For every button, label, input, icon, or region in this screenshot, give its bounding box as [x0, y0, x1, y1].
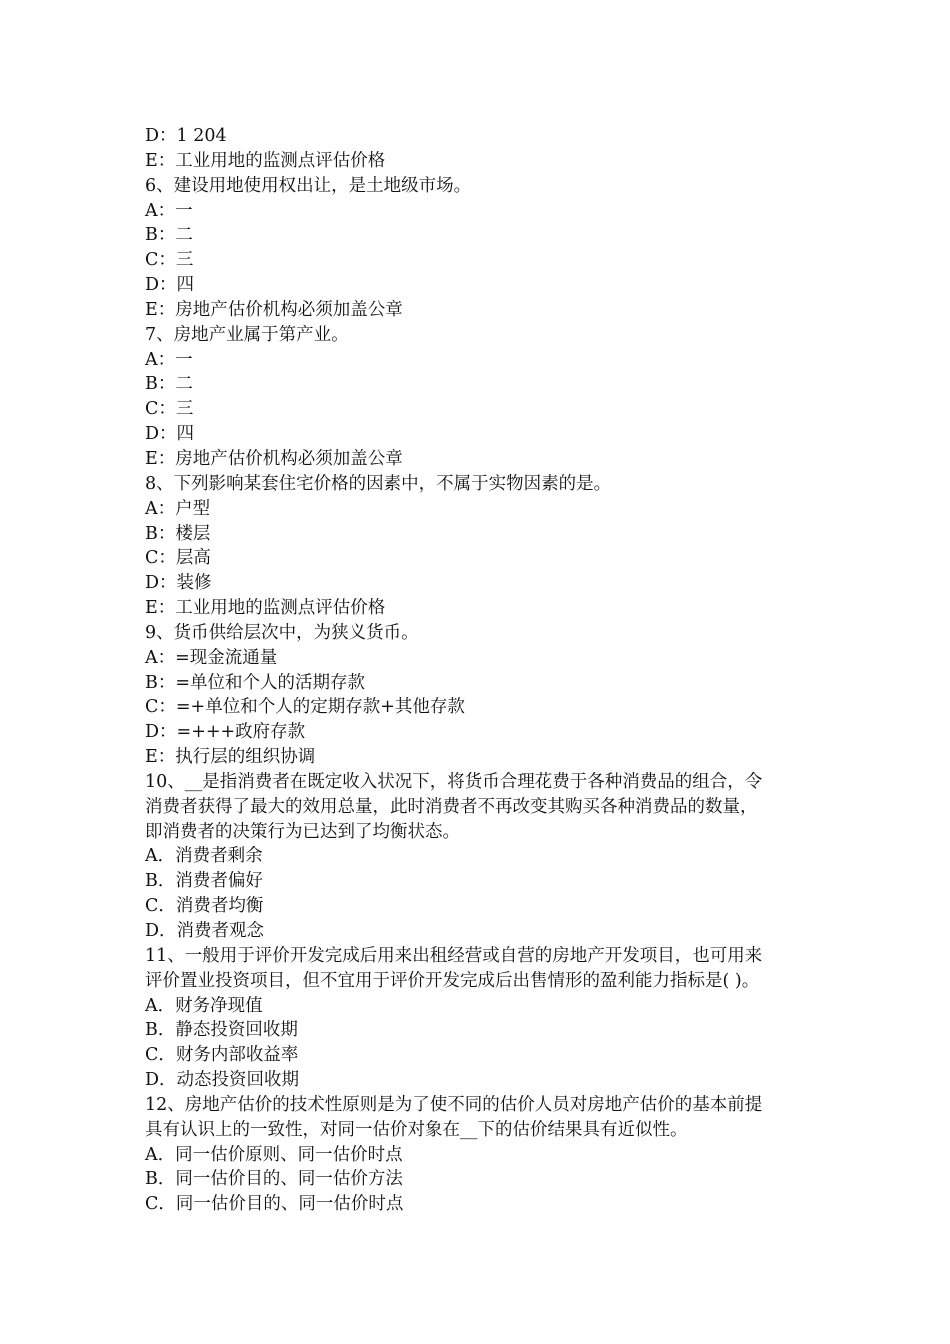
option-c-q12: C．同一估价目的、同一估价时点 — [145, 1194, 404, 1215]
option-a-q11: A．财务净现值 — [145, 995, 263, 1016]
option-b-q6: B：二 — [145, 225, 193, 246]
option-c-q8: C：层高 — [145, 548, 211, 569]
option-c-q6: C：三 — [145, 250, 194, 271]
option-d-q9: D：=+++政府存款 — [145, 722, 306, 743]
question-10-line-3: 即消费者的决策行为已达到了均衡状态。 — [145, 821, 460, 842]
option-d-q11: D．动态投资回收期 — [145, 1070, 300, 1091]
option-e-q5: E：工业用地的监测点评估价格 — [145, 150, 386, 171]
question-8: 8、下列影响某套住宅价格的因素中，不属于实物因素的是。 — [145, 473, 612, 494]
option-c-q7: C：三 — [145, 399, 194, 420]
option-b-q8: B：楼层 — [145, 523, 211, 544]
question-11-line-2: 评价置业投资项目，但不宜用于评价开发完成后出售情形的盈利能力指标是( )。 — [145, 970, 760, 991]
question-7: 7、房地产业属于第产业。 — [145, 324, 349, 345]
question-6: 6、建设用地使用权出让，是土地级市场。 — [145, 175, 472, 196]
option-a-q9: A：=现金流通量 — [145, 647, 278, 668]
question-12-line-2: 具有认识上的一致性，对同一估价对象在__下的估价结果具有近似性。 — [145, 1119, 688, 1140]
document-body — [145, 124, 813, 1217]
option-c-q11: C．财务内部收益率 — [145, 1045, 299, 1066]
question-12-line-1: 12、房地产估价的技术性原则是为了使不同的估价人员对房地产估价的基本前提 — [145, 1094, 763, 1115]
option-b-q10: B．消费者偏好 — [145, 871, 263, 892]
option-e-q7: E：房地产估价机构必须加盖公章 — [145, 448, 403, 469]
option-b-q7: B：二 — [145, 374, 193, 395]
option-e-q8: E：工业用地的监测点评估价格 — [145, 598, 386, 619]
option-c-q9: C：=+单位和个人的定期存款+其他存款 — [145, 697, 465, 718]
option-a-q8: A：户型 — [145, 498, 211, 519]
option-e-q6: E：房地产估价机构必须加盖公章 — [145, 299, 403, 320]
option-a-q12: A．同一估价原则、同一估价时点 — [145, 1144, 403, 1165]
option-a-q6: A：一 — [145, 200, 193, 221]
question-11-line-1: 11、一般用于评价开发完成后用来出租经营或自营的房地产开发项目，也可用来 — [145, 945, 763, 966]
option-d-q5: D：1 204 — [145, 126, 227, 146]
option-a-q7: A：一 — [145, 349, 193, 370]
option-d-q10: D．消费者观念 — [145, 921, 265, 941]
option-d-q8: D：装修 — [145, 573, 212, 594]
option-e-q9: E：执行层的组织协调 — [145, 747, 316, 768]
option-a-q10: A．消费者剩余 — [145, 846, 263, 867]
option-b-q9: B：=单位和个人的活期存款 — [145, 672, 366, 693]
option-d-q6: D：四 — [145, 275, 195, 296]
option-d-q7: D：四 — [145, 424, 195, 445]
option-b-q12: B．同一估价目的、同一估价方法 — [145, 1169, 403, 1190]
option-c-q10: C．消费者均衡 — [145, 896, 264, 917]
question-10-line-2: 消费者获得了最大的效用总量，此时消费者不再改变其购买各种消费品的数量， — [145, 796, 758, 817]
question-9: 9、货币供给层次中，为狭义货币。 — [145, 622, 419, 643]
option-b-q11: B．静态投资回收期 — [145, 1020, 298, 1041]
question-10-line-1: 10、__是指消费者在既定收入状况下，将货币合理花费于各种消费品的组合，令 — [145, 771, 763, 792]
